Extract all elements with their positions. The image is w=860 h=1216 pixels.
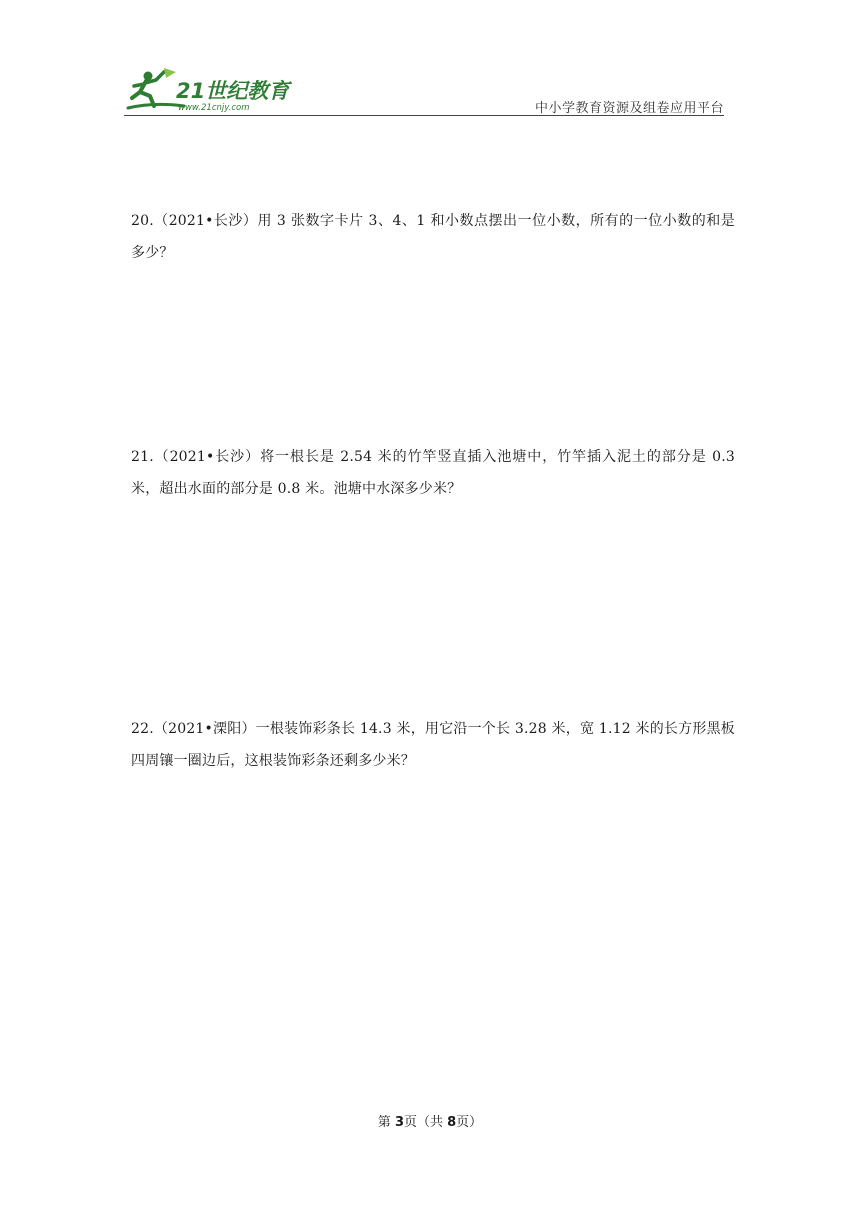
question-20: 20.（2021•长沙）用 3 张数字卡片 3、4、1 和小数点摆出一位小数，所有的一位小数的和是多少？ bbox=[131, 213, 735, 261]
footer-suffix: 页） bbox=[456, 1115, 483, 1130]
question-21: 21.（2021•长沙）将一根长是 2.54 米的竹竿竖直插入池塘中，竹竿插入泥土的部分是 0.3 米，超出水面的部分是 0.8 米。池塘中水深多少米？ bbox=[131, 449, 735, 497]
site-logo bbox=[124, 66, 294, 118]
current-page-number: 3 bbox=[394, 1115, 404, 1130]
logo-title: 21世纪教育 bbox=[176, 79, 290, 103]
footer-prefix: 第 bbox=[377, 1115, 395, 1130]
total-pages-number: 8 bbox=[447, 1115, 457, 1130]
page-footer bbox=[0, 1111, 860, 1130]
logo-url: www.21cnjy.com bbox=[178, 103, 250, 113]
header-divider bbox=[124, 115, 724, 116]
platform-title: 中小学教育资源及组卷应用平台 bbox=[534, 101, 724, 116]
footer-middle: 页（共 bbox=[403, 1115, 448, 1130]
page-header bbox=[124, 66, 724, 118]
question-22: 22.（2021•溧阳）一根装饰彩条长 14.3 米，用它沿一个长 3.28 米，宽 1.12 米的长方形黑板四周镶一圈边后，这根装饰彩条还剩多少米？ bbox=[131, 721, 735, 769]
